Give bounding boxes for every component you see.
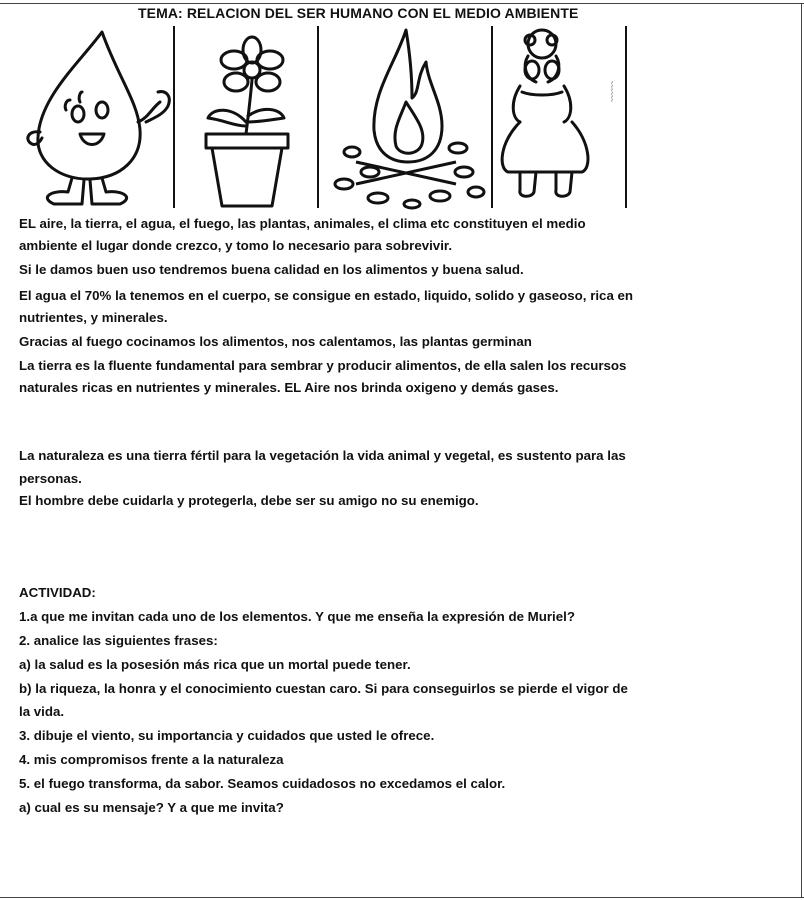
water-drop-icon: [10, 22, 180, 212]
paragraph-3-line-1: El agua el 70% la tenemos en el cuerpo, se consigue en estado, liquido, solido y gaseoso, rica en: [19, 288, 634, 303]
paragraph-5-line-1: La tierra es la fluente fundamental para sembrar y producir alimentos, de ella salen los recursos: [19, 358, 627, 373]
paragraph-5-line-2: naturales ricas en nutrientes y minerales. EL Aire nos brinda oxigeno y demás gases.: [19, 380, 559, 395]
paragraph-2: Si le damos buen uso tendremos buena calidad en los alimentos y buena salud.: [19, 262, 524, 277]
paragraph-6-line-1: La naturaleza es una tierra fértil para la vegetación la vida animal y vegetal, es sustento para las: [19, 448, 626, 463]
svg-text:~~~~~~: ~~~~~~: [610, 80, 616, 102]
paragraph-6-line-2: personas.: [19, 471, 82, 486]
paragraph-4: Gracias al fuego cocinamos los alimentos, nos calentamos, las plantas germinan: [19, 334, 532, 349]
activity-question-2b-line-1: b) la riqueza, la honra y el conocimiento cuestan caro. Si para conseguirlos se pierde el vigor de: [19, 681, 628, 696]
activity-question-5a: a) cual es su mensaje? Y a que me invita?: [19, 800, 284, 815]
activity-question-2a: a) la salud es la posesión más rica que un mortal puede tener.: [19, 657, 411, 672]
activity-question-3: 3. dibuje el viento, su importancia y cuidados que usted le ofrece.: [19, 728, 435, 743]
paragraph-3-line-2: nutrientes, y minerales.: [19, 310, 168, 325]
paragraph-1-line-1: EL aire, la tierra, el agua, el fuego, las plantas, animales, el clima etc constituyen el medio: [19, 216, 586, 231]
activity-question-2: 2. analice las siguientes frases:: [19, 633, 218, 648]
paragraph-1-line-2: ambiente el lugar donde crezco, y tomo lo necesario para sobrevivir.: [19, 238, 453, 253]
illustration-strip: [10, 22, 628, 212]
campfire-icon: [316, 22, 496, 212]
activity-question-5: 5. el fuego transforma, da sabor. Seamos cuidadosos no excedamos el calor.: [19, 776, 506, 791]
page-title: TEMA: RELACION DEL SER HUMANO CON EL MEDIO AMBIENTE: [138, 5, 579, 21]
activity-question-1: 1.a que me invitan cada uno de los elementos. Y que me enseña la expresión de Muriel?: [19, 609, 575, 624]
page-border-bottom: [0, 897, 804, 898]
old-woman-icon: [490, 22, 628, 212]
activity-question-2b-line-2: la vida.: [19, 704, 65, 719]
paragraph-7: El hombre debe cuidarla y protegerla, debe ser su amigo no su enemigo.: [19, 493, 479, 508]
page-border-right: [801, 3, 802, 897]
page-border-top: [0, 3, 804, 4]
activity-heading: ACTIVIDAD:: [19, 585, 96, 600]
flower-pot-icon: [172, 22, 322, 212]
activity-question-4: 4. mis compromisos frente a la naturaleza: [19, 752, 284, 767]
